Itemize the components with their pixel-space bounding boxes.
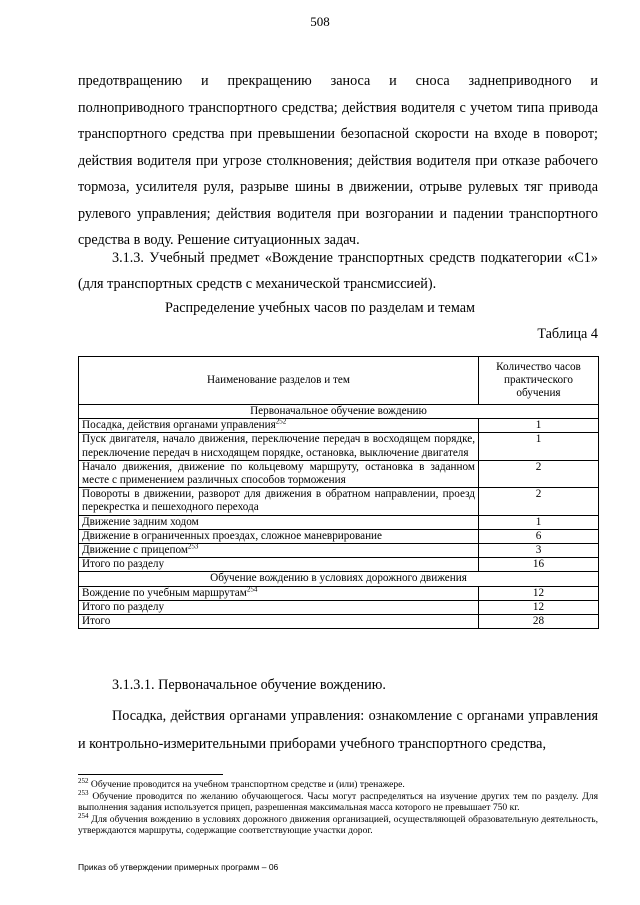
- posadka-paragraph: Посадка, действия органами управления: ознакомление с органами управления и контрольно-измерительными приборами учебного транспортного средства,: [78, 708, 598, 752]
- table-row: [79, 515, 599, 529]
- footnote-divider: [78, 774, 223, 775]
- table-section-title: Обучение вождению в условиях дорожного движения: [79, 572, 599, 586]
- header-name: Наименование разделов и тем: [79, 357, 479, 405]
- distribution-title: Распределение учебных часов по разделам и темам: [165, 300, 475, 316]
- footnote-ref: 254: [246, 584, 258, 593]
- page-number: 508: [310, 14, 330, 29]
- topic-hours: 1: [479, 419, 599, 433]
- footnote-number: 254: [78, 811, 89, 820]
- intro-paragraph: [78, 68, 598, 254]
- hours-table: [78, 356, 599, 629]
- table-label: Таблица 4: [537, 326, 598, 342]
- topic-hours: 12: [479, 586, 599, 600]
- topic-hours: 12: [479, 600, 599, 614]
- intro-rest: полноприводного транспортного средства; действия водителя с учетом типа привода транспортного средства при превышении безопасной скорости на входе в поворот; действия водителя при угрозе столкновения; действия водителя при отказе рабочего тормоза, усилителя руля, разрыве шины в движении, отрыве рулевых тяг привода рулевого управления; действия водителя при возгорании и падении транспортного средства в воду. Решение ситуационных задач.: [78, 99, 598, 248]
- topic-name: Итого по разделу: [79, 558, 479, 572]
- footnote: [78, 811, 598, 837]
- footnote-ref: 253: [187, 542, 199, 551]
- table-header-row: [79, 357, 599, 405]
- topic-hours: 2: [479, 460, 599, 487]
- table-row: [79, 419, 599, 433]
- topic-hours: 6: [479, 529, 599, 543]
- footnote-number: 253: [78, 788, 89, 797]
- footnote-text: Обучение проводится по желанию обучающегося. Часы могут распределяться на изучение других тем по разделу. Для выполнения задания используется прицеп, разрешенная максимальная масса которого не превышает 750 кг.: [78, 790, 598, 813]
- table-row: [79, 600, 599, 614]
- topic-name: Повороты в движении, разворот для движения в обратном направлении, проезд перекрестка и пешеходного перехода: [79, 488, 479, 515]
- page-footer: Приказ об утверждении примерных программ – 06: [78, 862, 279, 872]
- topic-hours: 3: [479, 544, 599, 558]
- table-section-title: Первоначальное обучение вождению: [79, 405, 599, 419]
- subsection-3-1-3: 3.1.3. Учебный предмет «Вождение транспортных средств подкатегории «С1» (для транспортных средств с механической трансмиссией).: [78, 250, 598, 292]
- topic-hours: 16: [479, 558, 599, 572]
- topic-name: Итого по разделу: [79, 600, 479, 614]
- footnote-text: Для обучения вождению в условиях дорожного движения организацией, осуществляющей образовательную деятельность, утверждаются маршруты, содержащие соответствующие участки дорог.: [78, 813, 598, 836]
- table-row: [79, 615, 599, 629]
- footnote-ref: 252: [275, 417, 287, 426]
- heading-3-1-3-1: 3.1.3.1. Первоначальное обучение вождению.: [112, 677, 386, 693]
- topic-name: Движение задним ходом: [79, 515, 479, 529]
- header-hours: Количество часов практического обучения: [479, 357, 599, 405]
- topic-name: Итого: [79, 615, 479, 629]
- table-row: [79, 586, 599, 600]
- table-row: [79, 488, 599, 515]
- table-row: [79, 558, 599, 572]
- topic-hours: 28: [479, 615, 599, 629]
- table-row: [79, 544, 599, 558]
- footnotes: [78, 776, 598, 837]
- table-section-row: [79, 572, 599, 586]
- topic-name: Движение с прицепом$^{253}$: [79, 544, 479, 558]
- table-section-row: [79, 405, 599, 419]
- topic-hours: 1: [479, 433, 599, 460]
- hours-table-body: [79, 357, 599, 629]
- topic-hours: 1: [479, 515, 599, 529]
- footnote: [78, 788, 598, 814]
- topic-name: Движение в ограниченных проездах, сложное маневрирование: [79, 529, 479, 543]
- intro-first-line: предотвращению и прекращению заноса и сноса заднеприводного и: [78, 73, 598, 89]
- topic-name: Вождение по учебным маршрутам$^{254}$: [79, 586, 479, 600]
- topic-name: Начало движения, движение по кольцевому маршруту, остановка в заданном месте с применением различных способов торможения: [79, 460, 479, 487]
- footnote: [78, 776, 598, 791]
- footnote-number: 252: [78, 776, 89, 785]
- table-row: [79, 433, 599, 460]
- table-row: [79, 460, 599, 487]
- footnote-text: Обучение проводится на учебном транспортном средстве и (или) тренажере.: [88, 779, 405, 790]
- topic-name: Пуск двигателя, начало движения, переключение передач в восходящем порядке, переключение передач в нисходящем порядке, остановка, выключение двигателя: [79, 433, 479, 460]
- topic-name: Посадка, действия органами управления$^{252}$: [79, 419, 479, 433]
- topic-hours: 2: [479, 488, 599, 515]
- table-row: [79, 529, 599, 543]
